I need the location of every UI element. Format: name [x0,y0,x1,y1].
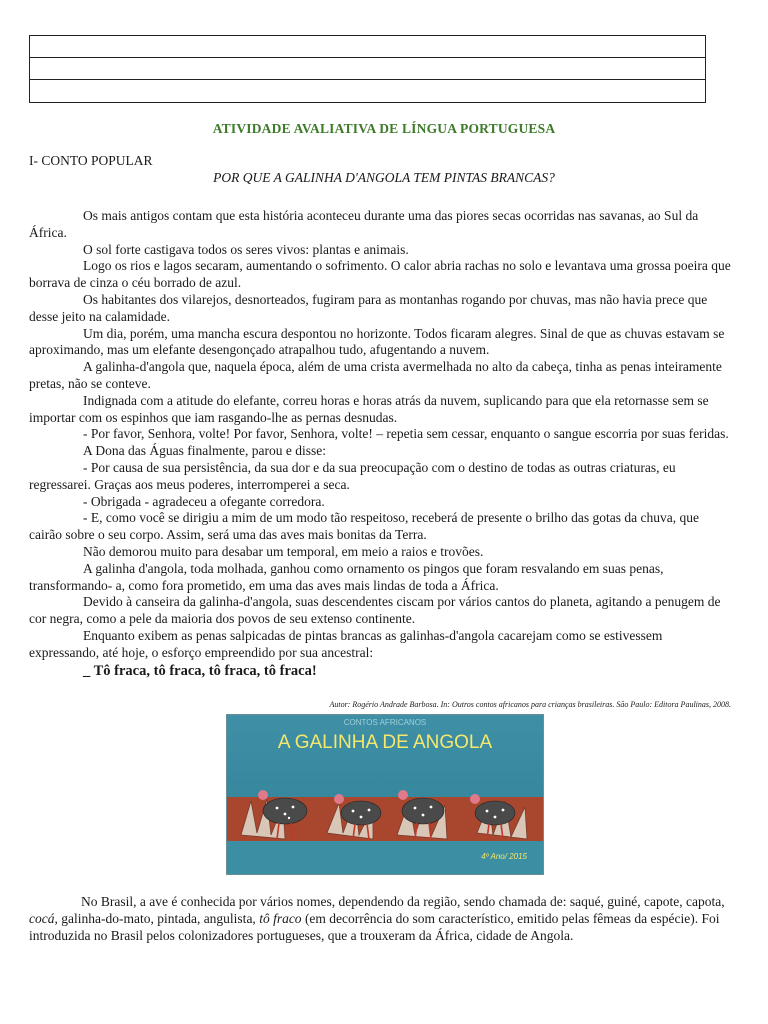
story-paragraph: Devido à canseira da galinha-d'angola, suas descendentes ciscam por vários cantos do planeta, agitando a penugem de cor negra, como a pele da maioria dos povos de seu extenso continente. [29,594,721,627]
header-row-2 [30,58,705,80]
story-paragraph: - Por favor, Senhora, volte! Por favor, Senhora, volte! – repetia sem cessar, enquanto o sangue escorria por suas feridas. [83,426,729,442]
footer-text-part: , galinha-do-mato, pintada, angulista, [54,911,260,926]
illustration-heading: A GALINHA DE ANGOLA [277,732,493,753]
story-paragraph: O sol forte castigava todos os seres vivos: plantas e animais. [83,241,409,257]
story-paragraph: - Obrigada - agradeceu a ofegante corredora. [83,493,325,509]
story-paragraph: A galinha d'angola, toda molhada, ganhou como ornamento os pingos que foram resvalando em suas penas, transformando- a, como fora prometido, em uma das aves mais lindas de toda a África. [29,560,664,593]
header-row-1 [30,36,705,58]
story-title: POR QUE A GALINHA D'ANGOLA TEM PINTAS BRANCAS? [213,170,555,185]
footer-italic-term: tô fraco [259,911,302,926]
story-paragraph: - E, como você se dirigiu a mim de um modo tão respeitoso, receberá de presente o brilho das gotas da chuva, que cairão sobre o seu corpo. Assim, será uma das aves mais bonitas da Terra. [29,510,699,543]
header-form-table [29,35,706,103]
author-credit: Autor: Rogério Andrade Barbosa. In: Outros contos africanos para crianças brasileiras. São Paulo: Editora Paulinas, 2008. [329,700,731,709]
story-paragraph: Os habitantes dos vilarejos, desnorteados, fugiram para as montanhas rogando por chuvas, mas não havia prece que desse jeito na calamidade. [29,291,708,324]
story-paragraph: Não demorou muito para desabar um temporal, em meio a raios e trovões. [83,543,484,559]
footer-text-part: (em decorrência do som característico, emitido pelas fêmeas da espécie). Foi introduzida no Brasil pelos colonizadores portugueses, que a trouxeram da África, cidade de Angola. [29,911,720,943]
story-paragraph: A Dona das Águas finalmente, parou e disse: [83,443,326,459]
closing-line: _ Tô fraca, tô fraca, tô fraca, tô fraca! [83,662,317,679]
section-heading: I- CONTO POPULAR [29,153,153,168]
footer-italic-term: cocá [29,911,55,926]
story-paragraph: - Por causa de sua persistência, da sua dor e da sua preocupação com o destino de todas as outras criaturas, eu regressarei. Graças aos meus poderes, interromperei a seca. [29,459,676,492]
story-paragraph: Logo os rios e lagos secaram, aumentando o sofrimento. O calor abria rachas no solo e levantava uma grossa poeira que borrava de cinza o céu borrado de azul. [29,258,731,291]
illustration-top-text: CONTOS AFRICANOS [343,718,427,727]
illustration-signature: 4º Ano/ 2015 [481,852,527,861]
story-paragraph: Os mais antigos contam que esta história aconteceu durante uma das piores secas ocorridas nas savanas, ao Sul da África. [29,208,699,240]
story-paragraph: Enquanto exibem as penas salpicadas de pintas brancas as galinhas-d'angola cacarejam como se estivessem expressando, até hoje, o esforço empreendido por sua ancestral: [29,627,663,660]
footer-text-part: No Brasil, a ave é conhecida por vários nomes, dependendo da região, sendo chamada de: saqué, guiné, capote, capota, [81,894,725,909]
story-body [29,208,731,679]
story-paragraph: Indignada com a atitude do elefante, correu horas e horas atrás da nuvem, suplicando para que ela retornasse sem se importar com os espinhos que iam rasgando-lhe as pernas desnudas. [29,392,709,425]
footer-text [29,893,731,944]
story-paragraph: A galinha-d'angola que, naquela época, além de uma crista avermelhada no alto da cabeça, tinha as penas inteiramente pretas, não se conteve. [29,359,722,391]
header-row-3 [30,80,705,102]
footer-paragraph [29,893,731,944]
page-title: ATIVIDADE AVALIATIVA DE LÍNGUA PORTUGUESA [212,121,556,136]
story-paragraph: Um dia, porém, uma mancha escura despontou no horizonte. Todos ficaram alegres. Sinal de que as chuvas estavam se aproximando, mas um elefante desengonçado atrapalhou tudo, afugentando a nuvem. [29,325,725,358]
story-illustration [226,714,544,875]
